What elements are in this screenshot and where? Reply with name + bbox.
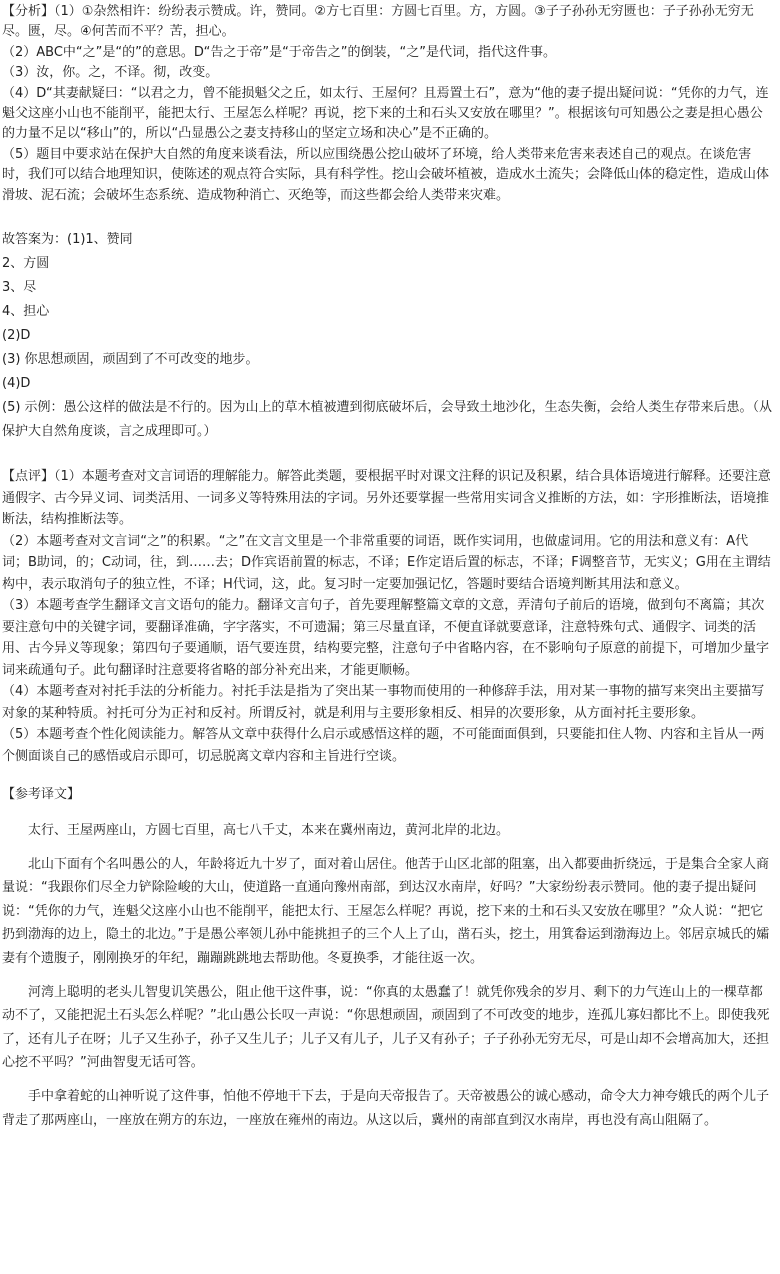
- translation-paragraph-3: 河湾上聪明的老头儿智叟讥笑愚公，阻止他干这件事，说：“你真的太愚蠢了！就凭你残余的岁月、剩下的力气连山上的一棵草都动不了，又能把泥土石头怎么样呢？”北山愚公长叹一声说：“你思想顽固，顽固到了不可改变的地步，连孤儿寡妇都比不上。即使我死了，还有儿子在呀；儿子又生孙子，孙子又生儿子；儿子又有儿子，儿子又有孙子；子子孙孙无穷无尽，可是山却不会增高加大，还担心挖不平吗？”河曲智叟无话可答。: [2, 984, 770, 1071]
- spacer: [2, 767, 774, 785]
- comment-paragraph-2: （2）本题考查对文言词“之”的积累。“之”在文言文里是一个非常重要的词语，既作实词用，也做虚词用。它的用法和意义有：A代词；B助词，的；C动词，往，到……去；D作宾语前置的标志，不译；E作定语后置的标志，不译；F调整音节，无实义；G用在主谓结构中，表示取消句子的独立性，不译；H代词，这，此。复习时一定要加强记忆，答题时要结合语境判断其用法和意义。: [2, 533, 771, 592]
- answer-line-5: (2)D: [2, 328, 31, 344]
- translation-paragraph-1: 太行、王屋两座山，方圆七百里，高七八千丈，本来在冀州南边，黄河北岸的北边。: [28, 823, 510, 839]
- comments-section: [2, 466, 774, 767]
- answers-section: [2, 228, 774, 444]
- translation-title: 【参考译文】: [2, 787, 81, 803]
- analysis-paragraph-2: （2）ABC中“之”是“的”的意思。D“告之于帝”是“于帝告之”的倒装，“之”是代词，指代这件事。: [2, 44, 557, 60]
- comment-paragraph-1: 【点评】（1）本题考查对文言词语的理解能力。解答此类题，要根据平时对课文注释的识记及积累，结合具体语境进行解释。还要注意通假字、古今异义词、词类活用、一词多义等特殊用法的字词。另外还要掌握一些常用实词含义推断的方法，如：字形推断法，语境推断法，结构推断法等。: [2, 469, 771, 528]
- answer-line-3: 3、尽: [2, 280, 37, 296]
- analysis-section: [2, 2, 774, 206]
- answer-line-2: 2、方圆: [2, 256, 50, 272]
- comment-paragraph-3: （3）本题考查学生翻译文言文语句的能力。翻译文言句子，首先要理解整篇文章的文意，弄清句子前后的语境，做到句不离篇；其次要注意句中的关键字词，要翻译准确，字字落实，不可遗漏；第三尽量直译，不便直译就要意译，注意特殊句式、通假字、词类的活用、古今异义等现象；第四句子要通顺，语气要连贯，结构要完整，注意句子中省略内容，在不影响句子原意的前提下，可增加少量字词来疏通句子。此句翻译时注意要将省略的部分补充出来，才能更顺畅。: [2, 598, 770, 678]
- answer-line-7: (4)D: [2, 376, 31, 392]
- translation-paragraph-4: 手中拿着蛇的山神听说了这件事，怕他不停地干下去，于是向天帝报告了。天帝被愚公的诚心感动，命令大力神夸娥氏的两个儿子背走了那两座山，一座放在朔方的东边，一座放在雍州的南边。从这以后，冀州的南部直到汉水南岸，再也没有高山阻隔了。: [2, 1089, 770, 1128]
- translation-paragraph-2: 北山下面有个名叫愚公的人，年龄将近九十岁了，面对着山居住。他苦于山区北部的阻塞，出入都要曲折绕远，于是集合全家人商量说：“我跟你们尽全力铲除险峻的大山，使道路一直通向豫州南部，到达汉水南岸，好吗？”大家纷纷表示赞同。他的妻子提出疑问说：“凭你的力气，连魁父这座小山也不能削平，能把太行、王屋怎么样呢？再说，挖下来的土和石头又安放在哪里？”众人说：“把它扔到渤海的边上，隐土的北边。”于是愚公率领儿孙中能挑担子的三个人上了山，凿石头，挖土，用箕畚运到渤海边上。邻居京城氏的孀妻有个遗腹子，刚刚换牙的年纪，蹦蹦跳跳地去帮助他。冬夏换季，才能往返一次。: [2, 856, 770, 967]
- answer-line-8: (5) 示例：愚公这样的做法是不行的。因为山上的草木植被遭到彻底破坏后，会导致土地沙化，生态失衡，会给人类生存带来后患。（从保护大自然角度谈，言之成理即可。）: [2, 400, 773, 440]
- analysis-paragraph-1: 【分析】（1）①杂然相许：纷纷表示赞成。许，赞同。②方七百里：方圆七百里。方，方圆。③子子孙孙无穷匮也：子子孙孙无穷无尽。匮，尽。④何苦而不平？苦，担心。: [2, 4, 754, 40]
- spacer: [2, 805, 774, 819]
- analysis-paragraph-4: （4）D“其妻献疑曰：“以君之力，曾不能损魁父之丘，如太行、王屋何？且焉置土石”，意为“他的妻子提出疑问说：“凭你的力气，连魁父这座小山也不能削平，能把太行、王屋怎么样呢？再说，挖下来的土和石头又安放在哪里？”。根据该句可知愚公之妻是担心愚公的力量不足以“移山”的，所以“凸显愚公之妻支持移山的坚定立场和决心”是不正确的。: [2, 85, 769, 142]
- comment-paragraph-5: （5）本题考查个性化阅读能力。解答从文章中获得什么启示或感悟这样的题，不可能面面俱到，只要能扣住人物、内容和主旨从一两个侧面谈自己的感悟或启示即可，切忌脱离文章内容和主旨进行空谈。: [2, 727, 765, 764]
- translation-section: [2, 819, 774, 1132]
- answer-line-6: (3) 你思想顽固，顽固到了不可改变的地步。: [2, 352, 259, 368]
- analysis-paragraph-3: （3）汝，你。之，不译。彻，改变。: [2, 65, 219, 81]
- spacer: [2, 206, 774, 228]
- answer-line-4: 4、担心: [2, 304, 50, 320]
- spacer: [2, 444, 774, 466]
- comment-paragraph-4: （4）本题考查对衬托手法的分析能力。衬托手法是指为了突出某一事物而使用的一种修辞手法，用对某一事物的描写来突出主要描写对象的某种特质。衬托可分为正衬和反衬。所谓反衬，就是利用与主要形象相反、相异的次要形象，从方面衬托主要形象。: [2, 684, 765, 721]
- answer-line-1: 故答案为：(1)1、赞同: [2, 232, 133, 248]
- analysis-paragraph-5: （5）题目中要求站在保护大自然的角度来谈看法，所以应围绕愚公挖山破坏了环境，给人类带来危害来表述自己的观点。在谈危害时，我们可以结合地理知识，使陈述的观点符合实际，具有科学性。挖山会破坏植被，造成水土流失；会降低山体的稳定性，造成山体滑坡、泥石流；会破坏生态系统、造成物种消亡、灭绝等，而这些都会给人类带来灾难。: [2, 146, 770, 203]
